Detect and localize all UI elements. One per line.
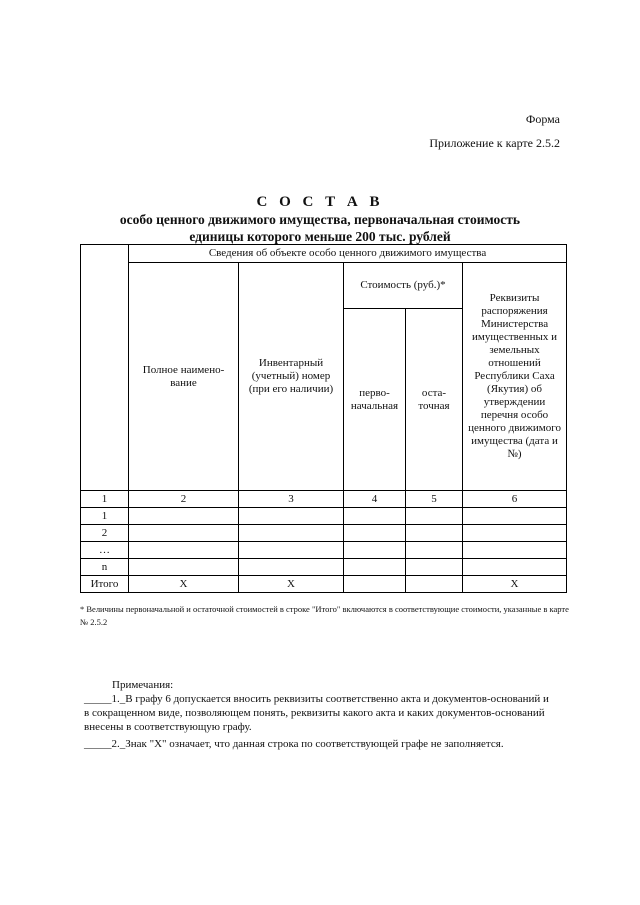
col-header-name: Полное наимено-вание bbox=[129, 263, 239, 491]
col-header-inventory: Инвентарный (учетный) номер (при его наличии) bbox=[239, 263, 344, 491]
note-2: _____2._Знак "Х" означает, что данная строка по соответствующей графе не заполняется. bbox=[84, 738, 504, 750]
note-1: _____1._В графу 6 допускается вносить реквизиты соответственно акта и документов-оснований и в сокращенном виде, позволяющем понять, реквизиты какого акта и каких документов-оснований внесены в соответствующую графу. bbox=[84, 693, 549, 733]
notes-heading: Примечания: bbox=[112, 679, 174, 691]
col-header-cost-residual: оста-точная bbox=[406, 309, 463, 491]
table-row bbox=[81, 542, 567, 559]
group-header-cell: Сведения об объекте особо ценного движимого имущества bbox=[129, 245, 567, 263]
table-corner-cell bbox=[81, 245, 129, 491]
col-number: 2 bbox=[129, 491, 239, 508]
col-number: 6 bbox=[463, 491, 567, 508]
table-cell bbox=[406, 508, 463, 525]
col-header-cost: Стоимость (руб.)* bbox=[344, 263, 463, 309]
composition-table bbox=[80, 244, 567, 593]
table-cell bbox=[406, 542, 463, 559]
total-inventory-mark: Х bbox=[239, 576, 344, 593]
total-cost-initial bbox=[344, 576, 406, 593]
col-number: 4 bbox=[344, 491, 406, 508]
total-row bbox=[81, 576, 567, 593]
table-cell bbox=[463, 542, 567, 559]
subtitle-line-2: единицы которого меньше 200 тыс. рублей bbox=[189, 229, 451, 244]
table-cell bbox=[463, 508, 567, 525]
table-cell bbox=[406, 525, 463, 542]
total-requisites-mark: Х bbox=[463, 576, 567, 593]
total-name-mark: Х bbox=[129, 576, 239, 593]
total-cost-residual bbox=[406, 576, 463, 593]
table-cell bbox=[344, 508, 406, 525]
table-cell bbox=[129, 525, 239, 542]
appendix-label: Приложение к карте 2.5.2 bbox=[429, 136, 560, 150]
col-number: 5 bbox=[406, 491, 463, 508]
table-cell bbox=[344, 542, 406, 559]
row-label: 2 bbox=[81, 525, 129, 542]
table-cell bbox=[239, 542, 344, 559]
table-cell bbox=[129, 542, 239, 559]
table-cell bbox=[239, 559, 344, 576]
footnote: * Величины первоначальной и остаточной стоимостей в строке "Итого" включаются в соответствующие стоимости, указанные в карте № 2.5.2 bbox=[80, 604, 569, 627]
row-label: 1 bbox=[81, 508, 129, 525]
table-cell bbox=[344, 525, 406, 542]
table-cell bbox=[129, 508, 239, 525]
col-number: 3 bbox=[239, 491, 344, 508]
table-cell bbox=[463, 559, 567, 576]
table-row bbox=[81, 559, 567, 576]
row-label: … bbox=[81, 542, 129, 559]
notes-section bbox=[84, 678, 554, 751]
table-row bbox=[81, 508, 567, 525]
table-cell bbox=[344, 559, 406, 576]
table-cell bbox=[239, 508, 344, 525]
table-row bbox=[81, 525, 567, 542]
document-title: С О С Т А В bbox=[256, 194, 384, 210]
total-label: Итого bbox=[81, 576, 129, 593]
row-label: n bbox=[81, 559, 129, 576]
document-subtitle bbox=[100, 211, 540, 245]
subtitle-line-1: особо ценного движимого имущества, первоначальная стоимость bbox=[119, 212, 521, 227]
col-number: 1 bbox=[81, 491, 129, 508]
table-cell bbox=[463, 525, 567, 542]
table-cell bbox=[239, 525, 344, 542]
table-cell bbox=[129, 559, 239, 576]
col-header-requisites: Реквизиты распоряжения Министерства имущественных и земельных отношений Республики Саха (Якутия) об утверждении перечня особо ценного движимого имущества (дата и №) bbox=[463, 263, 567, 491]
form-label: Форма bbox=[525, 112, 560, 126]
col-header-cost-initial: перво-начальная bbox=[344, 309, 406, 491]
table-cell bbox=[406, 559, 463, 576]
